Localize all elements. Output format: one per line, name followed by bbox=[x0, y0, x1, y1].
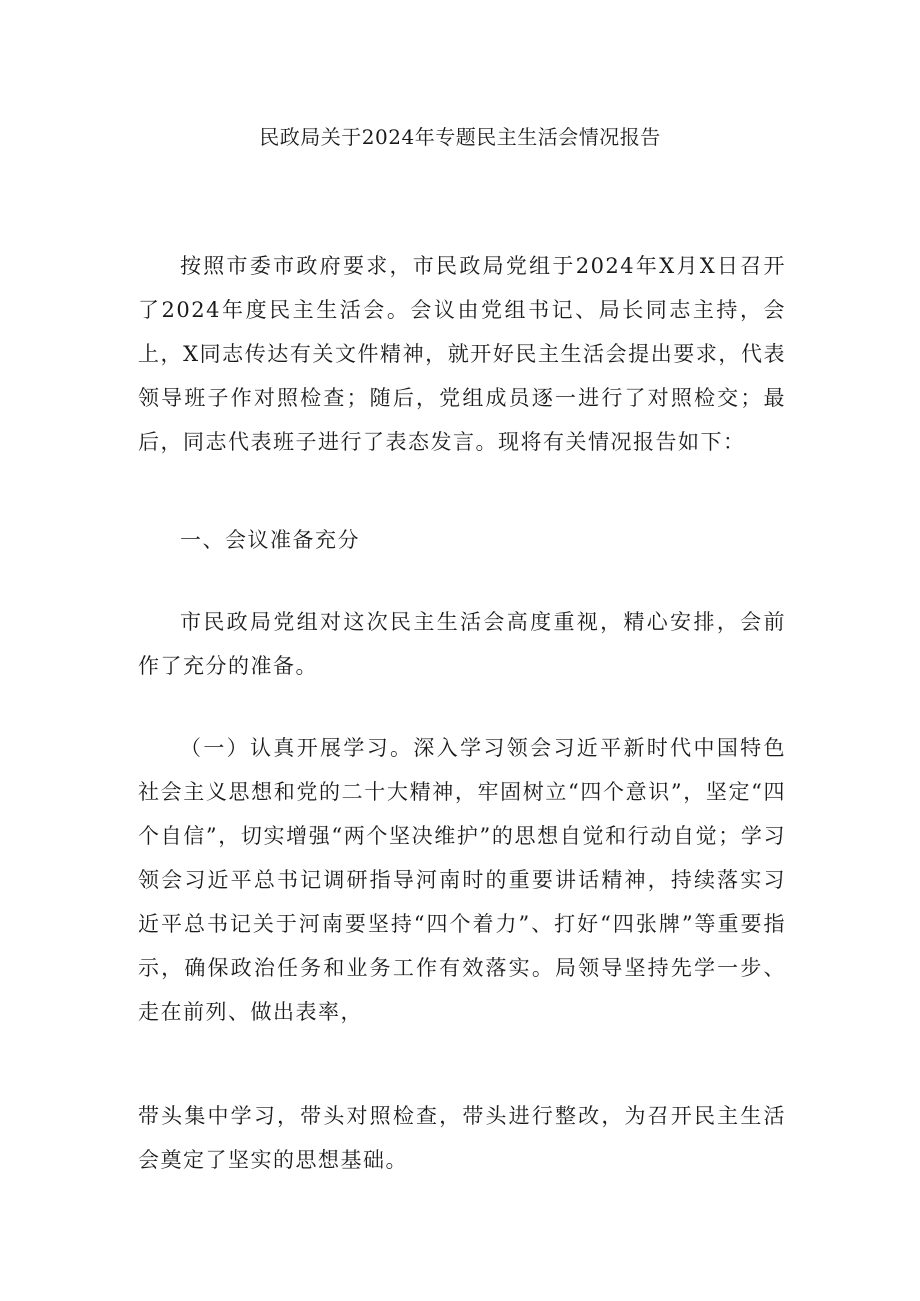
section-1-intro-paragraph: 市民政局党组对这次民主生活会高度重视，精心安排，会前作了充分的准备。 bbox=[138, 610, 786, 678]
subsection-1-paragraph: （一）认真开展学习。深入学习领会习近平新时代中国特色社会主义思想和党的二十大精神，牢固树立“四个意识”，坚定“四个自信”，切实增强“两个坚决维护”的思想自觉和行动自觉；学习领会习近平总书记调研指导河南时的重要讲话精神，持续落实习近平总书记关于河南要坚持“四个着力”、打好“四张牌”等重要指示，确保政治任务和业务工作有效落实。局领导坚持先学一步、走在前列、做出表率， bbox=[138, 736, 786, 1024]
intro-paragraph: 按照市委市政府要求，市民政局党组于2024年X月X日召开了2024年度民主生活会。会议由党组书记、局长同志主持，会上，X同志传达有关文件精神，就开好民主生活会提出要求，代表领导班子作对照检查；随后，党组成员逐一进行了对照检交；最后，同志代表班子进行了表态发言。现将有关情况报告如下： bbox=[138, 254, 786, 454]
section-heading-1: 一、会议准备充分 bbox=[180, 528, 360, 552]
continuation-paragraph: 带头集中学习，带头对照检查，带头进行整改，为召开民主生活会奠定了坚实的思想基础。 bbox=[138, 1104, 786, 1172]
document-title: 民政局关于2024年专题民主生活会情况报告 bbox=[259, 125, 661, 149]
